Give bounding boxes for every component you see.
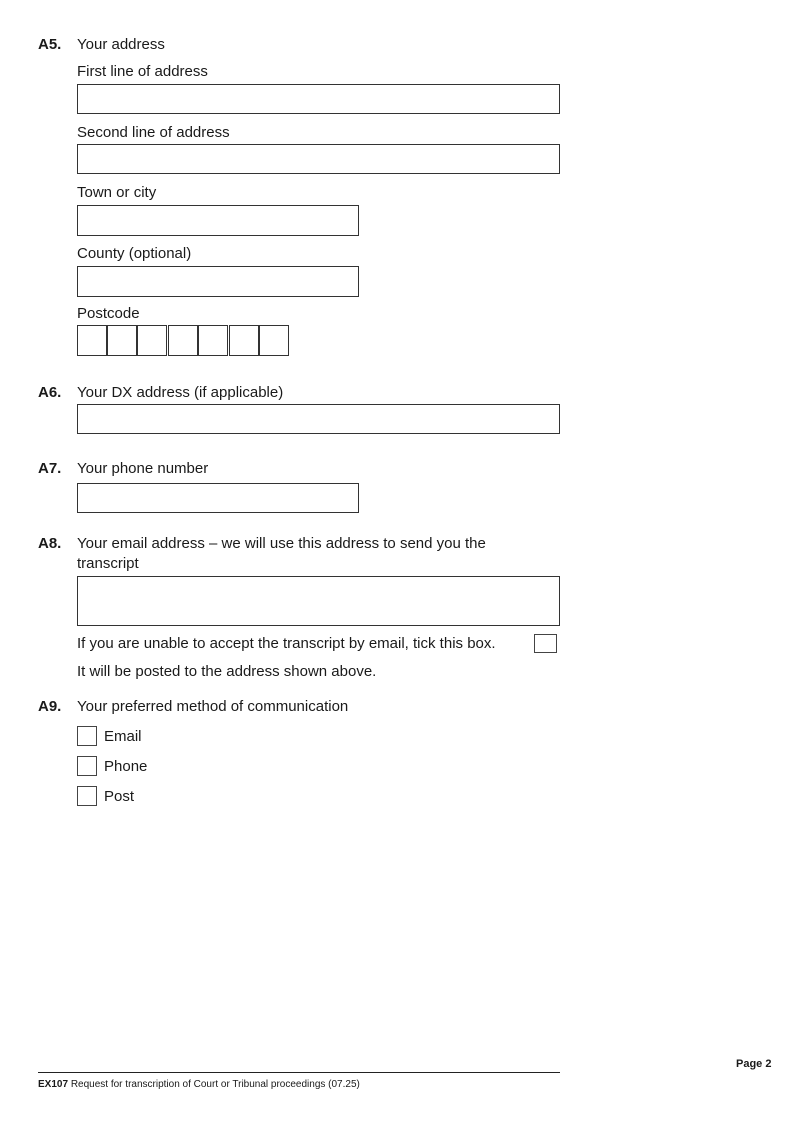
- question-title-a9: Your preferred method of communication: [77, 698, 349, 715]
- footer-text: [38, 1079, 360, 1090]
- page-number: Page 2: [736, 1058, 772, 1070]
- form-title: Request for transcription of Court or Tribunal proceedings (07.25): [70, 1079, 360, 1090]
- form-code: EX107: [38, 1079, 69, 1090]
- postcode-char-7[interactable]: [259, 325, 289, 356]
- second-line-label: Second line of address: [77, 124, 230, 141]
- postcode-char-2[interactable]: [107, 325, 137, 356]
- posted-note-text: It will be posted to the address shown above.: [77, 663, 377, 680]
- phone-option-checkbox[interactable]: [77, 756, 97, 776]
- post-option-checkbox[interactable]: [77, 786, 97, 806]
- email-option-checkbox[interactable]: [77, 726, 97, 746]
- dx-address-input[interactable]: [77, 404, 560, 434]
- county-label: County (optional): [77, 245, 192, 262]
- town-input[interactable]: [77, 205, 359, 236]
- question-title-a8-line1: Your email address – we will use this address to send you the: [77, 535, 486, 552]
- postcode-char-5[interactable]: [198, 325, 228, 356]
- question-number-a7: A7.: [38, 460, 62, 477]
- phone-number-input[interactable]: [77, 483, 359, 513]
- question-number-a8: A8.: [38, 535, 62, 552]
- question-number-a5: A5.: [38, 36, 62, 53]
- question-title-a5: Your address: [77, 36, 165, 53]
- unable-email-text: If you are unable to accept the transcript by email, tick this box.: [77, 635, 496, 652]
- postcode-char-1[interactable]: [77, 325, 107, 356]
- phone-option-label: Phone: [104, 758, 148, 775]
- first-line-label: First line of address: [77, 63, 208, 80]
- question-number-a9: A9.: [38, 698, 62, 715]
- first-line-address-input[interactable]: [77, 84, 560, 114]
- postcode-char-6[interactable]: [229, 325, 259, 356]
- email-address-input[interactable]: [77, 576, 560, 626]
- question-title-a7: Your phone number: [77, 460, 209, 477]
- county-input[interactable]: [77, 266, 359, 297]
- email-option-label: Email: [104, 728, 142, 745]
- postcode-boxes: [77, 325, 291, 356]
- second-line-address-input[interactable]: [77, 144, 560, 174]
- unable-email-checkbox[interactable]: [534, 634, 557, 653]
- question-title-a6: Your DX address (if applicable): [77, 384, 284, 401]
- question-number-a6: A6.: [38, 384, 62, 401]
- postcode-char-4[interactable]: [168, 325, 198, 356]
- postcode-char-3[interactable]: [137, 325, 167, 356]
- footer-divider: [38, 1072, 560, 1073]
- town-label: Town or city: [77, 184, 157, 201]
- post-option-label: Post: [104, 788, 135, 805]
- question-title-a8-line2: transcript: [77, 555, 139, 572]
- postcode-label: Postcode: [77, 305, 140, 322]
